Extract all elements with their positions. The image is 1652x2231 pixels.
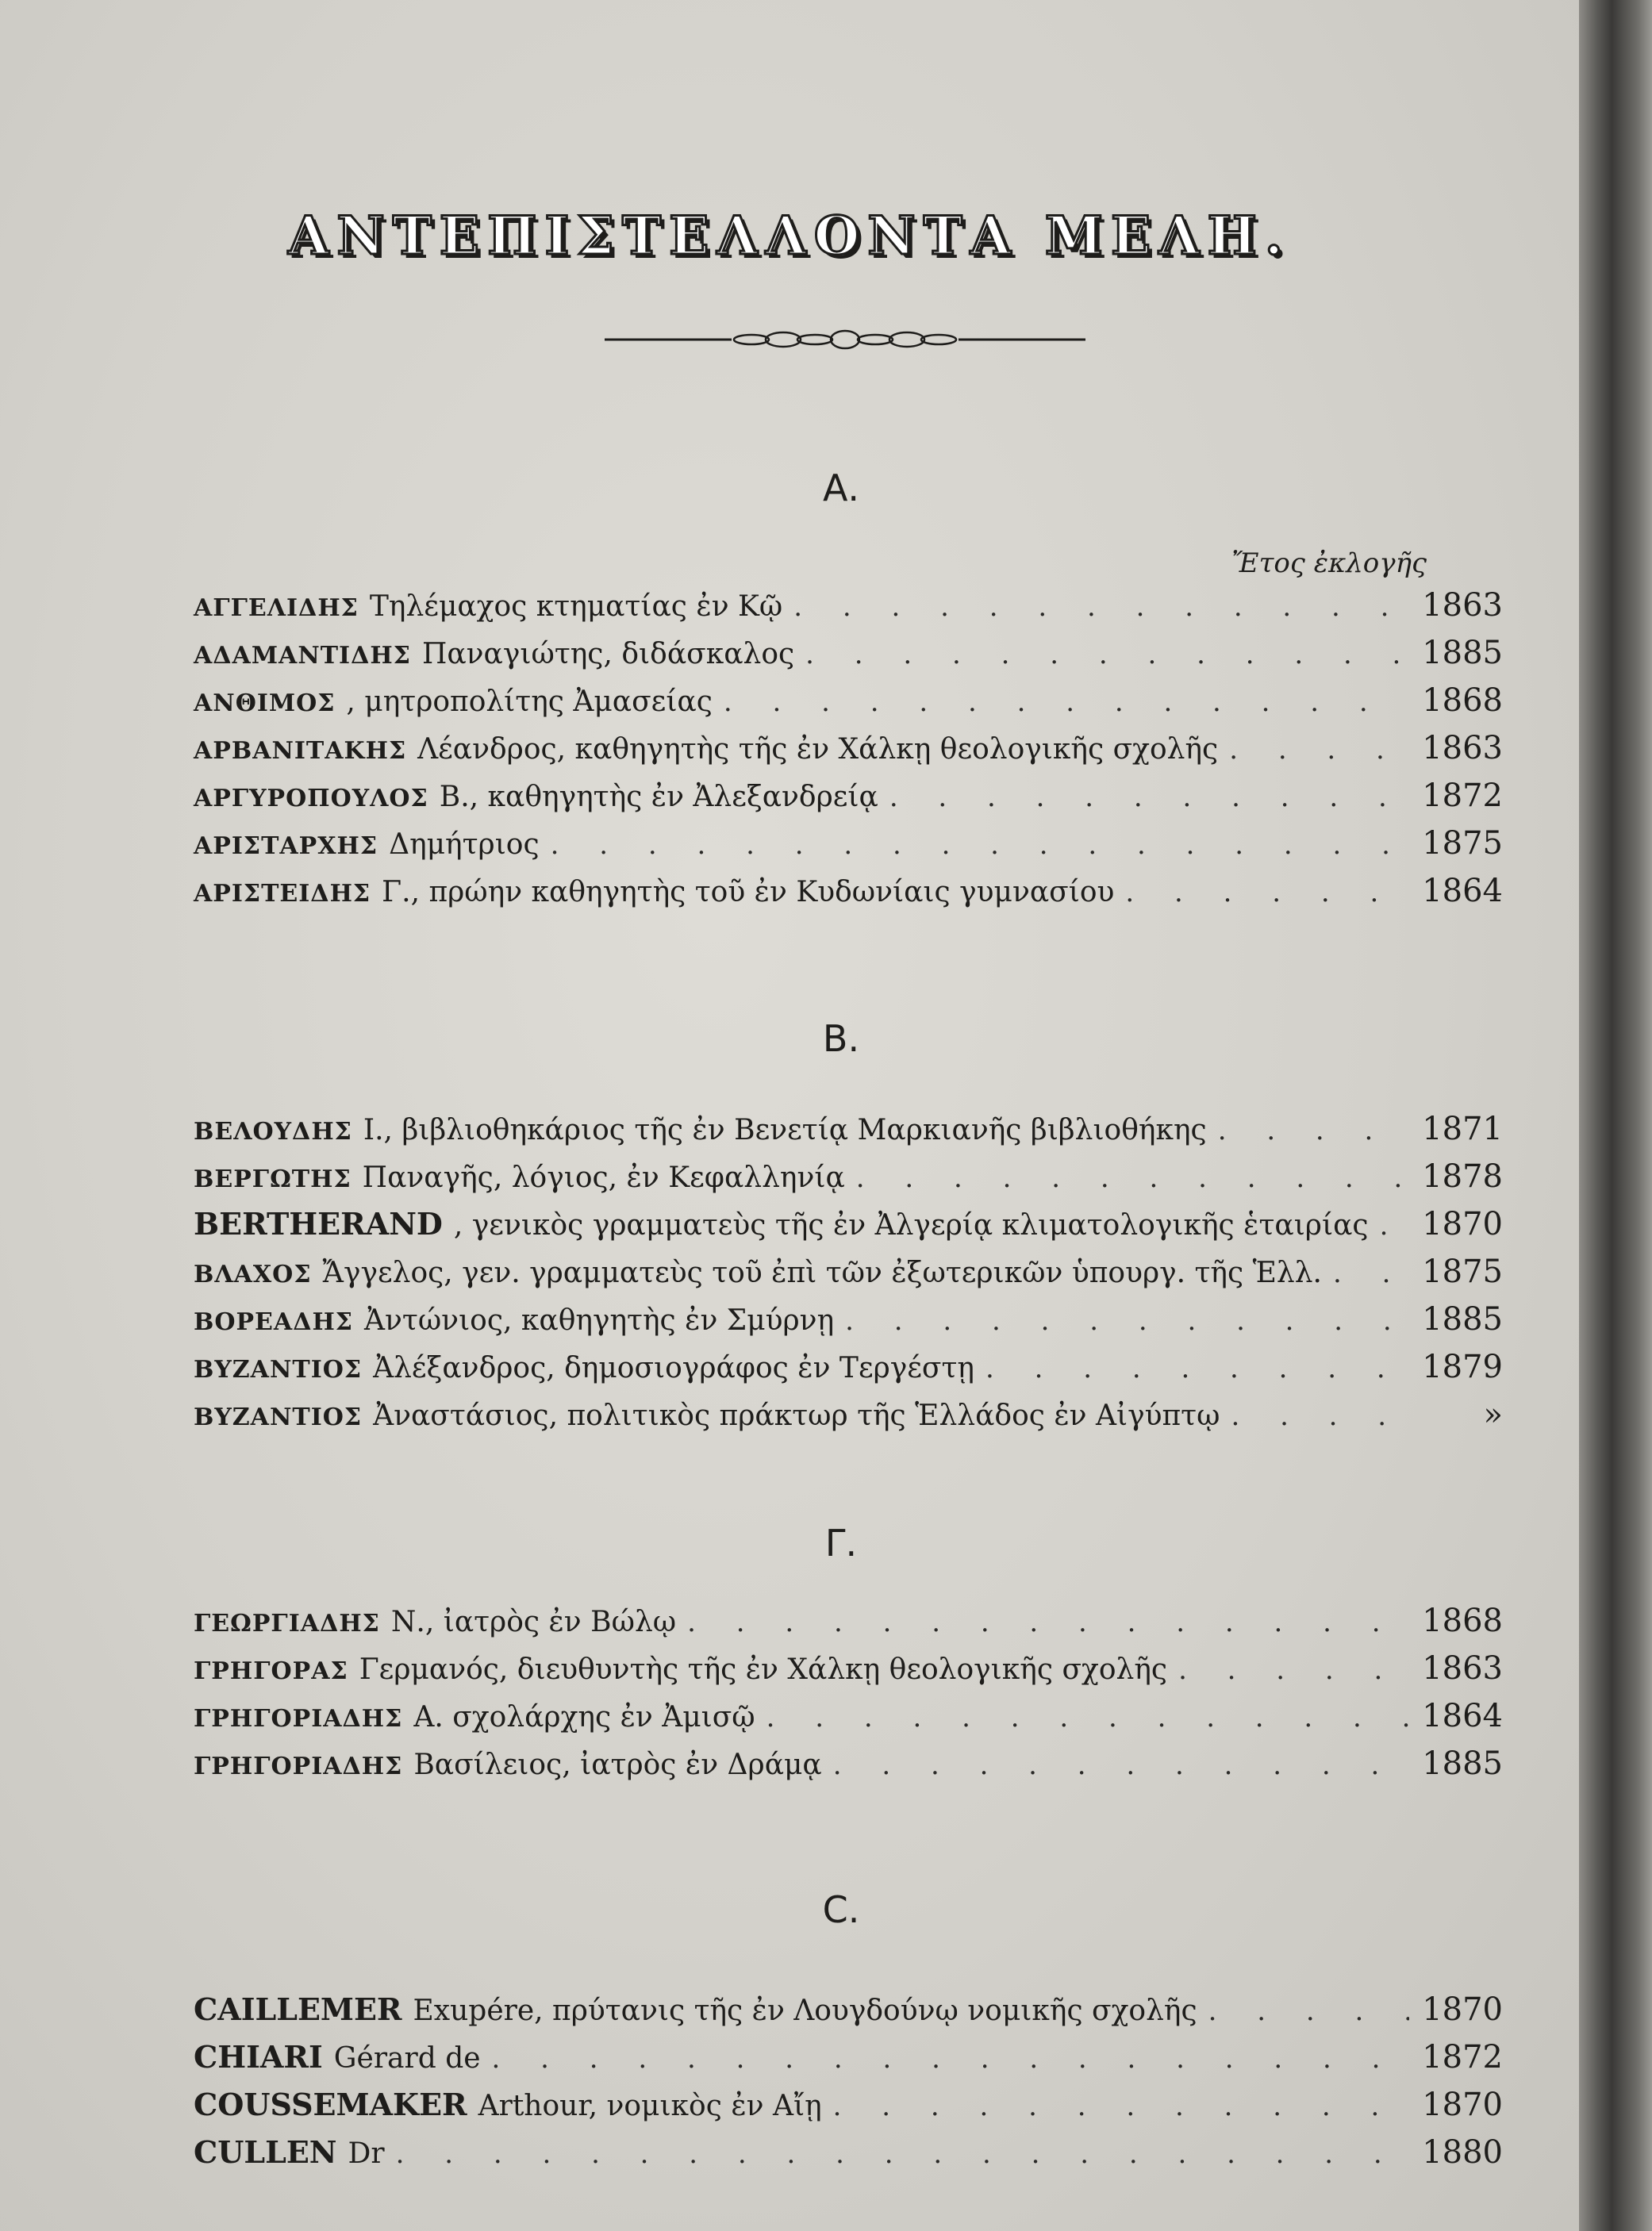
member-surname: COUSSEMAKER — [194, 2087, 467, 2122]
member-description: Λέανδρος, καθηγητὴς τῆς ἐν Χάλκῃ θεολογικῆς σχολῆς — [417, 733, 1219, 766]
election-year: » — [1483, 1396, 1503, 1433]
member-description: Τηλέμαχος κτηματίας ἐν Κῷ — [369, 590, 783, 623]
section-heading-alpha: Α. — [822, 467, 860, 509]
member-entry — [194, 635, 1503, 682]
member-entry — [194, 1650, 1503, 1698]
member-description: Exupére, πρύτανις τῆς ἐν Λουγδούνῳ νομικῆς σχολῆς — [413, 1995, 1197, 2027]
member-entry — [194, 1603, 1503, 1650]
election-year: 1863 — [1422, 1650, 1503, 1687]
member-surname: CULLEN — [194, 2134, 337, 2170]
member-entry — [194, 587, 1503, 635]
dot-leader — [724, 686, 1409, 718]
dot-leader — [551, 829, 1409, 861]
member-surname: ΑΡΓΥΡΟΠΟΥΛΟΣ — [194, 785, 428, 812]
member-entry — [194, 1396, 1503, 1444]
member-surname: ΒΛΑΧΟΣ — [194, 1261, 312, 1288]
ornament-divider — [605, 324, 1085, 355]
member-description: Ἀναστάσιος, πολιτικὸς πράκτωρ τῆς Ἑλλάδος ἐν Αἰγύπτῳ — [373, 1400, 1220, 1432]
member-description: Α. σχολάρχης ἐν Ἀμισῷ — [413, 1701, 755, 1734]
member-entry — [194, 1698, 1503, 1745]
dot-leader — [845, 1305, 1409, 1337]
member-surname: ΓΕΩΡΓΙΑΔΗΣ — [194, 1610, 380, 1638]
member-description: Παναγῆς, λόγιος, ἐν Κεφαλληνίᾳ — [362, 1162, 845, 1194]
member-entry — [194, 1745, 1503, 1793]
section-heading-c: C. — [822, 1888, 860, 1931]
member-surname: ΑΡΙΣΤΑΡΧΗΣ — [194, 832, 378, 860]
member-description: Δημήτριος — [389, 828, 540, 861]
member-surname: ΒΟΡΕΑΔΗΣ — [194, 1308, 354, 1336]
election-year: 1864 — [1422, 873, 1503, 909]
dot-leader — [396, 2138, 1409, 2170]
dot-leader — [889, 781, 1409, 813]
member-entry — [194, 730, 1503, 778]
member-description: Παναγιώτης, διδάσκαλος — [421, 638, 795, 670]
election-year: 1870 — [1422, 1991, 1503, 2028]
member-entry — [194, 682, 1503, 730]
member-surname: ΒΥΖΑΝΤΙΟΣ — [194, 1403, 363, 1431]
election-year: 1880 — [1422, 2134, 1503, 2171]
dot-leader — [766, 1702, 1409, 1734]
member-description: Gérard de — [333, 2042, 481, 2075]
member-surname: ΒΕΡΓΩΤΗΣ — [194, 1165, 352, 1193]
member-description: Ι., βιβλιοθηκάριος τῆς ἐν Βενετίᾳ Μαρκιανῆς βιβλιοθήκης — [363, 1114, 1207, 1146]
member-entry — [194, 825, 1503, 873]
member-description: Γ., πρώην καθηγητὴς τοῦ ἐν Κυδωνίαις γυμνασίου — [382, 876, 1115, 908]
member-surname: ΑΝΘΙΜΟΣ — [194, 689, 336, 717]
member-entry — [194, 873, 1503, 920]
member-entry — [194, 2039, 1503, 2087]
member-entry — [194, 1301, 1503, 1349]
election-year: 1872 — [1422, 2039, 1503, 2075]
dot-leader — [985, 1353, 1409, 1384]
member-surname: CHIARI — [194, 2039, 323, 2075]
member-surname: ΑΡΙΣΤΕΙΔΗΣ — [194, 880, 371, 908]
dot-leader — [1125, 877, 1409, 908]
dot-leader — [1380, 1210, 1409, 1242]
dot-leader — [833, 1749, 1409, 1781]
member-entry — [194, 778, 1503, 825]
dot-leader — [856, 1162, 1409, 1194]
member-description: , μητροπολίτης Ἀμασείας — [346, 685, 713, 718]
dot-leader — [687, 1607, 1409, 1638]
member-entry — [194, 2134, 1503, 2182]
member-description: , γενικὸς γραμματεὺς τῆς ἐν Ἀλγερίᾳ κλιματολογικῆς ἑταιρίας — [453, 1209, 1369, 1242]
election-year: 1878 — [1422, 1158, 1503, 1195]
member-description: Ἄγγελος, γεν. γραμματεὺς τοῦ ἐπὶ τῶν ἐξωτερικῶν ὑπουργ. τῆς Ἑλλ. — [322, 1257, 1322, 1289]
election-year: 1868 — [1422, 1603, 1503, 1639]
section-heading-gamma: Γ. — [824, 1522, 858, 1565]
election-year: 1875 — [1422, 825, 1503, 862]
election-year: 1875 — [1422, 1254, 1503, 1290]
election-year: 1870 — [1422, 1206, 1503, 1242]
member-surname: ΒΕΛΟΥΔΗΣ — [194, 1118, 352, 1146]
member-description: Βασίλειος, ἰατρὸς ἐν Δράμᾳ — [413, 1749, 822, 1781]
election-year: 1863 — [1422, 730, 1503, 766]
section-heading-beta: Β. — [822, 1017, 860, 1060]
member-description: Β., καθηγητὴς ἐν Ἀλεξανδρείᾳ — [439, 781, 878, 813]
election-year: 1870 — [1422, 2087, 1503, 2123]
member-surname: CAILLEMER — [194, 1991, 402, 2027]
dot-leader — [1178, 1654, 1409, 1686]
dot-leader — [1208, 1995, 1409, 2027]
member-surname: BERTHERAND — [194, 1206, 443, 1242]
election-year: 1864 — [1422, 1698, 1503, 1734]
election-year: 1872 — [1422, 778, 1503, 814]
book-spine-shadow — [1579, 0, 1652, 2231]
election-year: 1871 — [1422, 1111, 1503, 1147]
member-entry — [194, 1991, 1503, 2039]
member-entry — [194, 1254, 1503, 1301]
member-description: Γερμανός, διευθυντὴς τῆς ἐν Χάλκῃ θεολογικῆς σχολῆς — [359, 1653, 1168, 1686]
member-surname: ΒΥΖΑΝΤΙΟΣ — [194, 1356, 363, 1384]
member-description: Arthour, νομικὸς ἐν Αἴῃ — [478, 2090, 822, 2122]
dot-leader — [1231, 1400, 1409, 1432]
member-description: Ν., ἰατρὸς ἐν Βώλῳ — [390, 1606, 677, 1638]
election-year: 1885 — [1422, 1301, 1503, 1338]
election-year: 1885 — [1422, 1745, 1503, 1782]
member-description: Ἀντώνιος, καθηγητὴς ἐν Σμύρνῃ — [364, 1304, 835, 1337]
member-entry — [194, 1349, 1503, 1396]
election-year: 1879 — [1422, 1349, 1503, 1385]
year-column-caption: Ἔτος ἐκλογῆς — [1231, 547, 1427, 579]
member-entry — [194, 1158, 1503, 1206]
dot-leader — [793, 591, 1409, 623]
election-year: 1885 — [1422, 635, 1503, 671]
dot-leader — [492, 2043, 1409, 2075]
member-description: Dr — [348, 2137, 385, 2170]
member-surname: ΓΡΗΓΟΡΑΣ — [194, 1657, 348, 1685]
dot-leader — [1229, 734, 1409, 766]
page-title: ΑΝΤΕΠΙΣΤΕΛΛΟΝΤΑ ΜΕΛΗ. — [288, 205, 1291, 267]
member-surname: ΓΡΗΓΟΡΙΑΔΗΣ — [194, 1753, 403, 1780]
member-surname: ΓΡΗΓΟΡΙΑΔΗΣ — [194, 1705, 403, 1733]
dot-leader — [1333, 1258, 1409, 1289]
election-year: 1863 — [1422, 587, 1503, 624]
member-entry — [194, 1206, 1503, 1254]
member-entry — [194, 1111, 1503, 1158]
dot-leader — [805, 639, 1409, 670]
dot-leader — [833, 2091, 1409, 2122]
election-year: 1868 — [1422, 682, 1503, 719]
member-surname: ΑΡΒΑΝΙΤΑΚΗΣ — [194, 737, 407, 765]
member-description: Ἀλέξανδρος, δημοσιογράφος ἐν Τεργέστῃ — [373, 1352, 974, 1384]
member-surname: ΑΓΓΕΛΙΔΗΣ — [194, 594, 359, 622]
member-surname: ΑΔΑΜΑΝΤΙΔΗΣ — [194, 642, 411, 670]
dot-leader — [1218, 1115, 1409, 1146]
member-entry — [194, 2087, 1503, 2134]
